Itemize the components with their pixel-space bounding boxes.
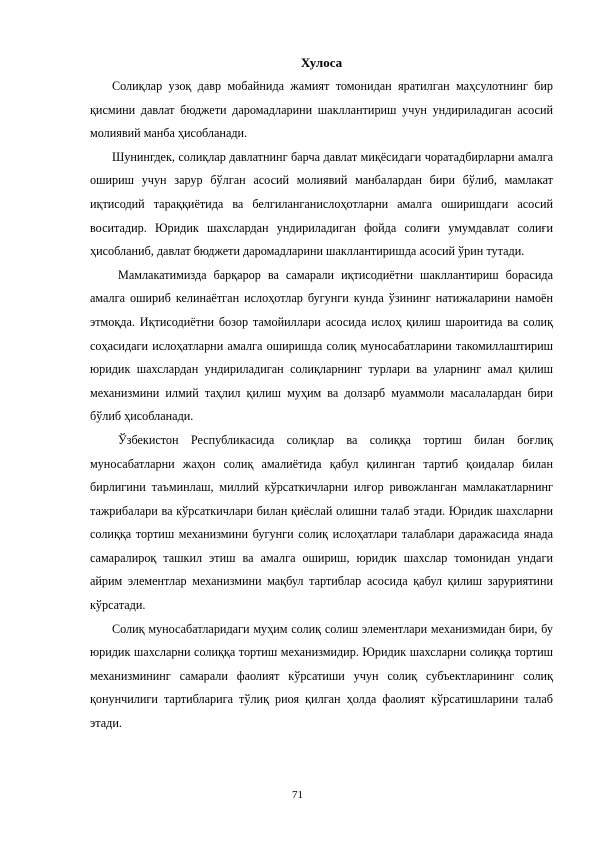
document-page [90, 54, 553, 736]
paragraph-5: Солиқ муносабатларидаги муҳим солиқ солиш элементлари механизмидан бири, бу юридик шахсларни солиққа тортиш механизмидир. Юридик шахсларни солиққа тортиш механизмининг самарали фаолият кўрсатиши учун солиқ субъектларининг солиқ қонунчилиги тартибларига тўлиқ риоя қилган ҳолда фаолият кўрсатишларини талаб этади. [90, 621, 553, 731]
paragraph-4: Ўзбекистон Республикасида солиқлар ва солиққа тортиш билан боғлиқ муносабатларни жаҳон солиқ амалиётида қабул қилинган тартиб қоидалар билан бирлигини таъминлаш, миллий кўрсаткичларни илғор ривожланган мамлакатларнинг тажрибалари ва кўрсаткичлари билан қиёслай олишни талаб этади. Юридик шахсларни солиққа тортиш механизмини бугунги солиқ ислоҳатлари талаблари даражасида янада самаралироқ ташкил этиш ва амалга ошириш, юридик шахслар томонидан ундаги айрим элементлар механизмини мақбул тартиблар асосида қабул қилиш заруриятини кўрсатади. [90, 432, 553, 613]
page-title: Хулоса [300, 55, 343, 70]
paragraph-3: Мамлакатимизда барқарор ва самарали иқтисодиётни шакллантириш борасида амалга ошириб келинаётган ислоҳотлар бугунги кунда ўзининг натижаларини намоён этмоқда. Иқтисодиётни бозор тамойиллари асосида ислоҳ қилиш шароитида ва солиқ соҳасидаги ислоҳатларни амалга оширишда солиқ муносабатларини такомиллаштириш юридик шахслардан ундириладиган солиқларнинг турлари ва уларнинг амал қилиш механизмини илмий таҳлил қилиш муҳим ва долзарб муаммоли масалалардан бири бўлиб ҳисобланади. [90, 267, 553, 424]
page-number: 71 [292, 789, 303, 801]
paragraph-1: Солиқлар узоқ давр мобайнида жамият томонидан яратилган маҳсулотнинг бир қисмини давлат бюджети даромадларини шакллантириш учун ундириладиган асосий молиявий манба ҳисобланади. [90, 79, 553, 141]
paragraph-2: Шунингдек, солиқлар давлатнинг барча давлат миқёсидаги чоратадбирларни амалга ошириш учун зарур бўлган асосий молиявий манбалардан бири бўлиб, мамлакат иқтисодий тараққиётида ва белгиланганислоҳотларни амалга оширишдаги асосий воситадир. Юридик шахслардан ундириладиган фойда солиғи умумдавлат солиғи ҳисобланиб, давлат бюджети даромадларини шакллантиришда асосий ўрин тутади. [90, 149, 553, 259]
